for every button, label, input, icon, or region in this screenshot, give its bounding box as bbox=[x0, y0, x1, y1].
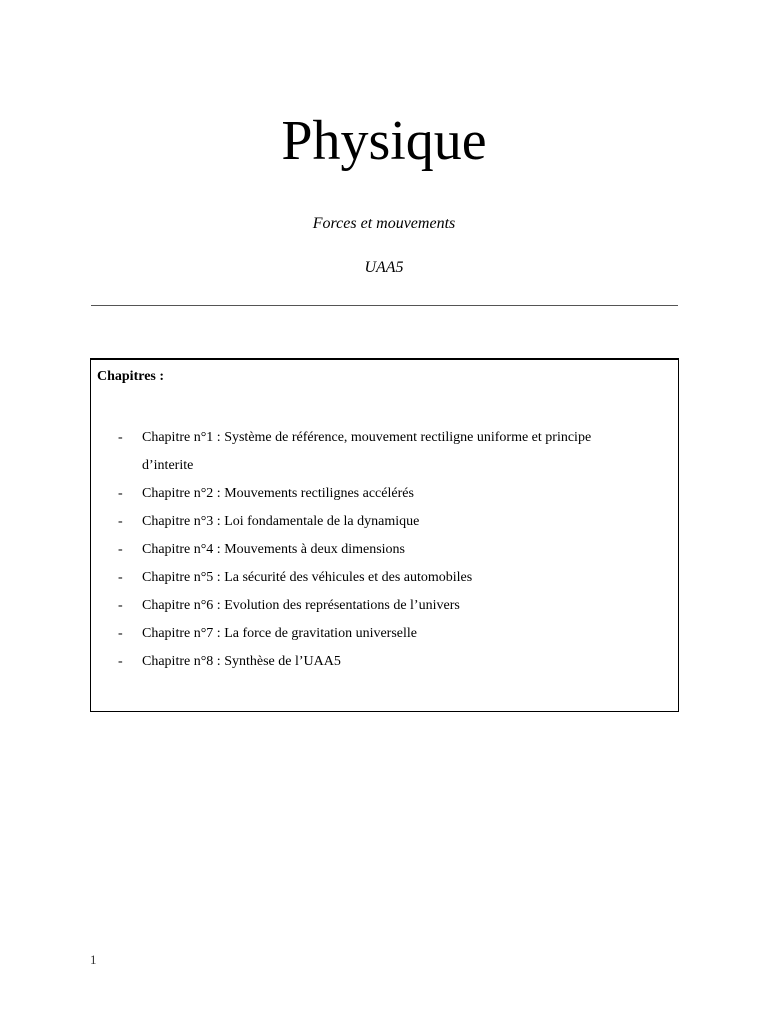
chapter-item bbox=[91, 508, 678, 536]
horizontal-divider bbox=[91, 305, 678, 306]
chapter-title: Chapitre n°6 : Evolution des représentations de l’univers bbox=[142, 598, 460, 613]
chapter-item bbox=[91, 480, 678, 508]
chapter-title: Chapitre n°8 : Synthèse de l’UAA5 bbox=[142, 654, 341, 669]
chapter-item bbox=[91, 648, 678, 676]
bullet-dash: - bbox=[118, 626, 123, 641]
bullet-dash: - bbox=[118, 542, 123, 557]
bullet-dash: - bbox=[118, 570, 123, 585]
chapter-title: Chapitre n°7 : La force de gravitation universelle bbox=[142, 626, 417, 641]
chapters-box bbox=[90, 358, 679, 712]
chapter-title: Chapitre n°4 : Mouvements à deux dimensions bbox=[142, 542, 406, 557]
chapter-item bbox=[91, 620, 678, 648]
chapters-heading: Chapitres : bbox=[97, 369, 165, 384]
document-title: Physique bbox=[281, 110, 487, 172]
chapter-title: Chapitre n°5 : La sécurité des véhicules et des automobiles bbox=[142, 570, 473, 585]
bullet-dash: - bbox=[118, 514, 123, 529]
chapter-item bbox=[91, 536, 678, 564]
chapter-item bbox=[91, 592, 678, 620]
chapter-title: Chapitre n°2 : Mouvements rectilignes accélérés bbox=[142, 486, 414, 501]
chapter-item bbox=[91, 564, 678, 592]
chapter-list bbox=[91, 424, 678, 676]
unit-code: UAA5 bbox=[364, 259, 404, 276]
bullet-dash: - bbox=[118, 654, 123, 669]
document-subtitle: Forces et mouvements bbox=[312, 215, 456, 232]
chapter-title: Chapitre n°1 : Système de référence, mouvement rectiligne uniforme et principe d’interite bbox=[142, 430, 592, 473]
page-number: 1 bbox=[90, 952, 97, 967]
bullet-dash: - bbox=[118, 486, 123, 501]
chapter-item bbox=[91, 424, 678, 480]
bullet-dash: - bbox=[118, 598, 123, 613]
chapter-title: Chapitre n°3 : Loi fondamentale de la dynamique bbox=[142, 514, 420, 529]
bullet-dash: - bbox=[118, 430, 123, 445]
